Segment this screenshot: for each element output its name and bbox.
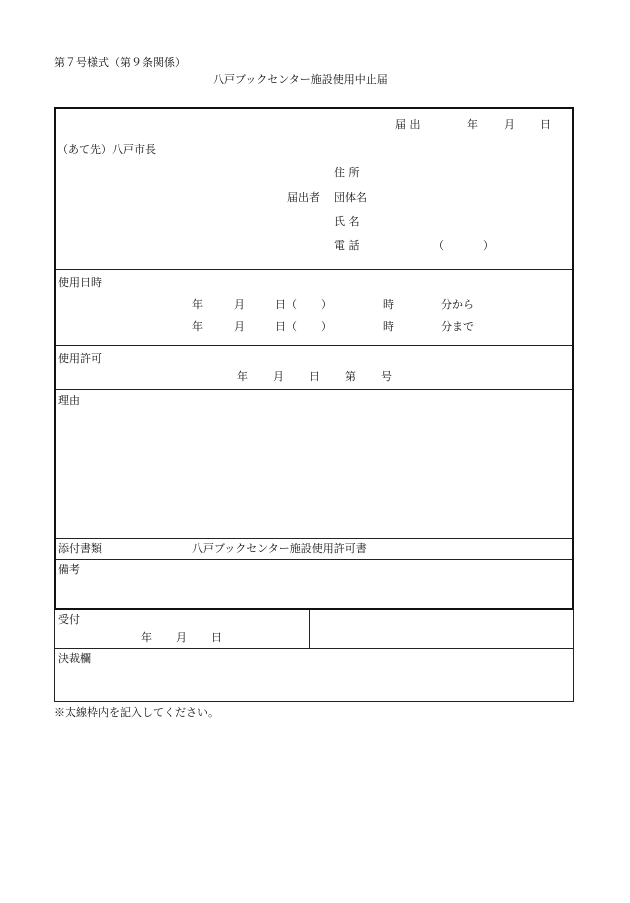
date-year: 年 <box>467 118 478 131</box>
permit-label: 使用許可 <box>58 352 102 365</box>
lower-right-border <box>573 610 574 701</box>
divider-permit <box>56 389 572 390</box>
form-title: 八戸ブックセンター施設使用中止届 <box>213 73 388 86</box>
organization-label: 団体名 <box>334 191 367 204</box>
divider-reception <box>54 648 574 649</box>
form-number: 第７号様式（第９条関係） <box>54 56 186 69</box>
lower-left-border <box>54 610 55 701</box>
end-month: 月 <box>234 320 245 333</box>
reception-divider <box>309 610 310 648</box>
start-month: 月 <box>234 298 245 311</box>
remarks-label: 備考 <box>58 563 80 576</box>
main-form-frame <box>54 107 574 610</box>
name-label: 氏 名 <box>334 215 360 228</box>
lower-bottom-border <box>54 701 574 702</box>
footnote: ※太線枠内を記入してください。 <box>54 706 219 719</box>
permit-day: 日 <box>309 370 320 383</box>
approval-label: 決裁欄 <box>58 652 91 665</box>
end-hour: 時 <box>383 320 394 333</box>
start-paren-close: ） <box>321 298 332 311</box>
divider-attachment <box>56 559 572 560</box>
reception-day: 日 <box>211 631 222 644</box>
start-from: 分から <box>441 298 474 311</box>
date-label: 届 出 <box>395 118 421 131</box>
attachment-label: 添付書類 <box>58 542 102 555</box>
reception-label: 受付 <box>58 613 80 626</box>
applicant-label: 届出者 <box>287 191 320 204</box>
phone-paren-open: （ <box>433 239 444 252</box>
phone-paren-close: ） <box>483 239 494 252</box>
date-month: 月 <box>504 118 515 131</box>
start-year: 年 <box>192 298 203 311</box>
attachment-value: 八戸ブックセンター施設使用許可書 <box>192 542 367 555</box>
end-paren-close: ） <box>321 320 332 333</box>
permit-go: 号 <box>381 370 392 383</box>
start-day: 日（ <box>275 298 297 311</box>
reason-label: 理由 <box>58 394 80 407</box>
address-label: 住 所 <box>334 166 360 179</box>
divider-reason <box>56 538 572 539</box>
end-day: 日（ <box>275 320 297 333</box>
permit-year: 年 <box>237 370 248 383</box>
date-day: 日 <box>540 118 551 131</box>
start-hour: 時 <box>383 298 394 311</box>
reception-month: 月 <box>176 631 187 644</box>
phone-label: 電 話 <box>334 239 360 252</box>
divider-datetime <box>56 345 572 346</box>
permit-dai: 第 <box>345 370 356 383</box>
end-to: 分まで <box>441 320 474 333</box>
usage-datetime-label: 使用日時 <box>58 276 102 289</box>
divider-applicant <box>56 269 572 270</box>
permit-month: 月 <box>273 370 284 383</box>
reception-year: 年 <box>141 631 152 644</box>
end-year: 年 <box>192 320 203 333</box>
addressee: （あて先）八戸市長 <box>57 143 156 156</box>
